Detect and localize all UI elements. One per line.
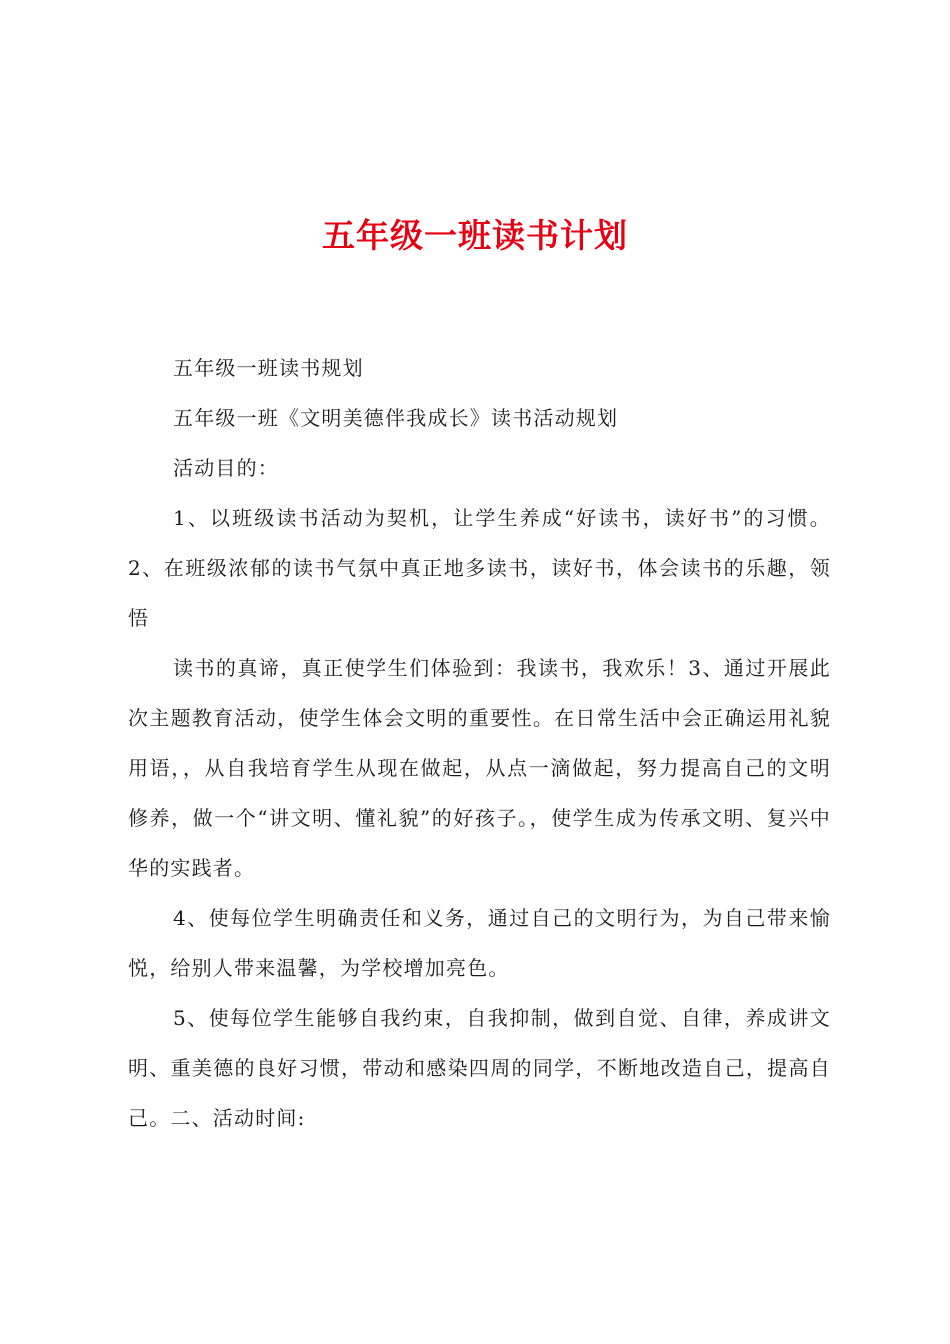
paragraph-activity-purpose-heading: 活动目的： [173,456,279,480]
paragraph-activity-plan-title: 五年级一班《文明美德伴我成长》读书活动规划 [173,406,619,430]
document-body [128,343,831,1143]
paragraph-subtitle: 五年级一班读书规划 [173,356,364,380]
paragraph-item-1-2: 1、以班级读书活动为契机，让学生养成“好读书，读好书”的习惯。2、在班级浓郁的读书气氛中真正地多读书，读好书，体会读书的乐趣，领悟 [128,506,831,630]
paragraph-item-3: 读书的真谛，真正使学生们体验到：我读书，我欢乐！3、通过开展此次主题教育活动，使学生体会文明的重要性。在日常生活中会正确运用礼貌用语，，从自我培育学生从现在做起，从点一滴做起，努力提高自己的文明修养，做一个“讲文明、懂礼貌”的好孩子。，使学生成为传承文明、复兴中华的实践者。 [128,656,831,880]
paragraph-item-4: 4、使每位学生明确责任和义务，通过自己的文明行为，为自己带来愉悦，给别人带来温馨，为学校增加亮色。 [128,906,831,980]
document-title: 五年级一班读书计划 [322,216,628,255]
paragraph-item-5: 5、使每位学生能够自我约束，自我抑制，做到自觉、自律，养成讲文明、重美德的良好习惯，带动和感染四周的同学，不断地改造自己，提高自己。二、活动时间: [128,1006,831,1130]
